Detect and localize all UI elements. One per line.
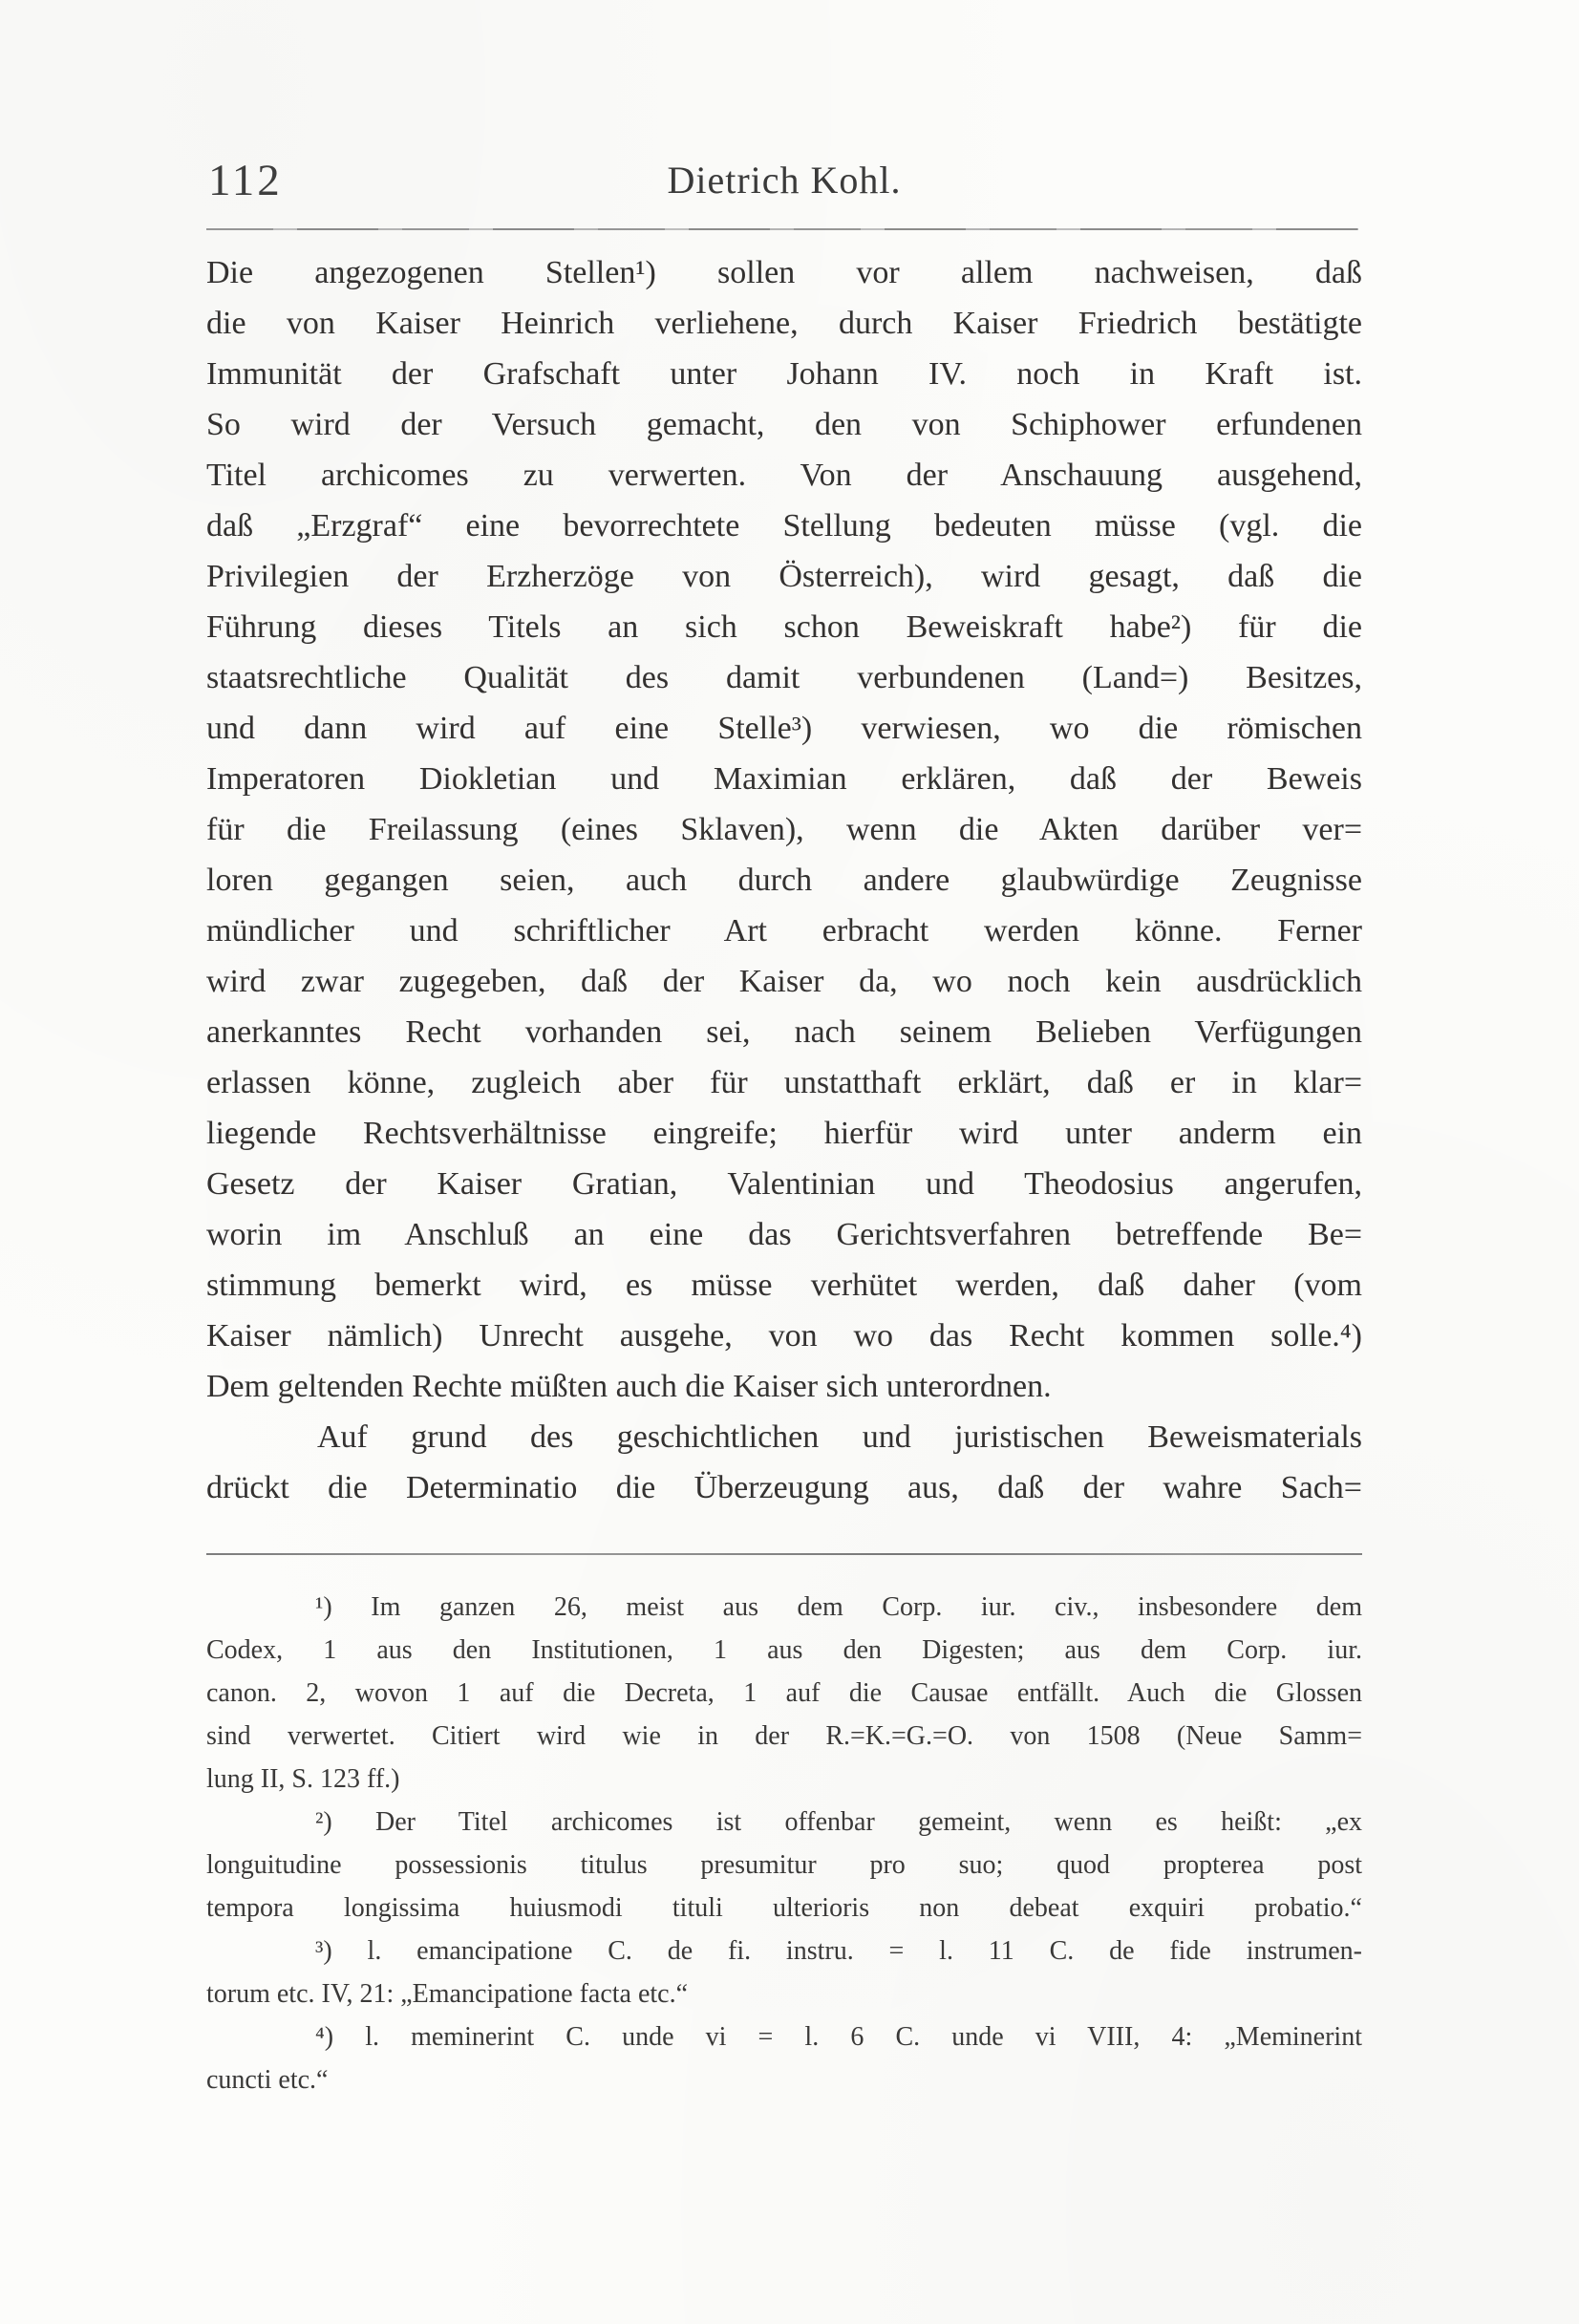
footnote-line: lung II, S. 123 ff.) [206,1764,400,1794]
text-line: Immunität der Grafschaft unter Johann IV. noch in Kraft ist. [206,356,1362,392]
page-number: 112 [208,156,283,205]
text-line: So wird der Versuch gemacht, den von Schiphower erfundenen [206,407,1362,442]
text-line: Kaiser nämlich) Unrecht ausgehe, von wo das Recht kommen solle.⁴) [206,1318,1362,1354]
text-line: Imperatoren Diokletian und Maximian erklären, daß der Beweis [206,761,1362,797]
text-line: Führung dieses Titels an sich schon Beweiskraft habe²) für die [206,609,1362,645]
text-line: stimmung bemerkt wird, es müsse verhütet werden, daß daher (vom [206,1268,1362,1303]
text-line: mündlicher und schriftlicher Art erbracht werden könne. Ferner [206,913,1362,949]
body-text [206,247,1362,1513]
text-line: erlassen könne, zugleich aber für unstatthaft erklärt, daß er in klar= [206,1065,1362,1100]
footnote-line: Codex, 1 aus den Institutionen, 1 aus den Digesten; aus dem Corp. iur. [206,1635,1362,1665]
footnote-line: canon. 2, wovon 1 auf die Decreta, 1 auf die Causae entfällt. Auch die Glossen [206,1678,1362,1708]
text-line: Die angezogenen Stellen¹) sollen vor allem nachweisen, daß [206,255,1362,290]
footnote-line: cuncti etc.“ [206,2065,329,2095]
footnote-separator [206,1553,1362,1555]
text-line: loren gegangen seien, auch durch andere glaubwürdige Zeugnisse [206,863,1362,898]
text-line: anerkanntes Recht vorhanden sei, nach seinem Belieben Verfügungen [206,1014,1362,1050]
footnote-line: ⁴) l. meminerint C. unde vi = l. 6 C. unde vi VIII, 4: „Meminerint [315,2022,1362,2052]
text-line: Privilegien der Erzherzöge von Österreich), wird gesagt, daß die [206,559,1362,594]
footnote-line: sind verwertet. Citiert wird wie in der R.=K.=G.=O. von 1508 (Neue Samm= [206,1721,1362,1751]
page-header [206,143,1362,206]
footnote-line: ³) l. emancipatione C. de fi. instru. = l. 11 C. de fide instrumen- [315,1936,1362,1966]
text-line: drückt die Determinatio die Überzeugung aus, daß der wahre Sach= [206,1470,1362,1505]
text-line: Auf grund des geschichtlichen und juristischen Beweismaterials [317,1419,1362,1455]
running-title: Dietrich Kohl. [667,159,902,202]
footnote-line: torum etc. IV, 21: „Emancipatione facta etc.“ [206,1979,689,2009]
footnote-line: longuitudine possessionis titulus presumitur pro suo; quod propterea post [206,1850,1362,1880]
text-line: Dem geltenden Rechte müßten auch die Kaiser sich unterordnen. [206,1369,1052,1404]
header-rule [206,228,1358,230]
text-line: liegende Rechtsverhältnisse eingreife; hierfür wird unter anderm ein [206,1116,1362,1151]
text-line: staatsrechtliche Qualität des damit verbundenen (Land=) Besitzes, [206,660,1362,695]
text-line: wird zwar zugegeben, daß der Kaiser da, wo noch kein ausdrücklich [206,964,1362,999]
text-line: Titel archicomes zu verwerten. Von der Anschauung ausgehend, [206,458,1362,493]
text-line: für die Freilassung (eines Sklaven), wenn die Akten darüber ver= [206,812,1362,847]
footnotes [206,1586,1362,2101]
text-line: und dann wird auf eine Stelle³) verwiesen, wo die römischen [206,711,1362,746]
text-line: die von Kaiser Heinrich verliehene, durch Kaiser Friedrich bestätigte [206,306,1362,341]
text-line: daß „Erzgraf“ eine bevorrechtete Stellung bedeuten müsse (vgl. die [206,508,1362,544]
footnote-line: ¹) Im ganzen 26, meist aus dem Corp. iur. civ., insbesondere dem [315,1592,1362,1622]
footnote-line: tempora longissima huiusmodi tituli ulterioris non debeat exquiri probatio.“ [206,1893,1362,1923]
footnote-line: ²) Der Titel archicomes ist offenbar gemeint, wenn es heißt: „ex [315,1807,1362,1837]
text-line: Gesetz der Kaiser Gratian, Valentinian und Theodosius angerufen, [206,1166,1362,1202]
text-line: worin im Anschluß an eine das Gerichtsverfahren betreffende Be= [206,1217,1362,1252]
